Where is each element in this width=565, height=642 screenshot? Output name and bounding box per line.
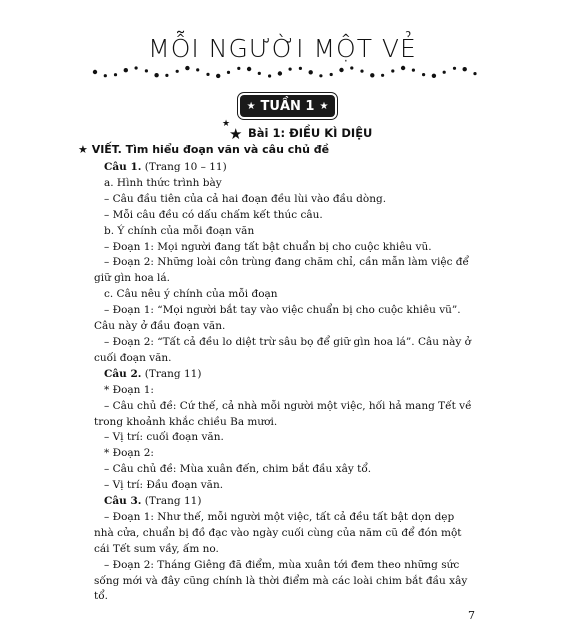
divider-dot (196, 68, 199, 71)
divider-dot (206, 73, 209, 76)
divider-dot (165, 74, 168, 77)
answer-line: a. Hình thức trình bày (104, 176, 222, 189)
question-heading (94, 160, 472, 176)
answer-line: * Đoạn 1: (104, 383, 154, 396)
answer-line: – Vị trí: Đầu đoạn văn. (104, 479, 224, 492)
answer-line: – Câu đầu tiên của cả hai đoạn đều lùi vào đầu dòng. (104, 192, 387, 205)
answer-line: – Đoạn 1: “Mọi người bắt tay vào việc chuẩn bị cho cuộc khiêu vũ”. Câu này ở đầu đoạn văn. (94, 304, 461, 333)
answer-line: * Đoạn 2: (104, 447, 154, 460)
divider-dot (319, 74, 322, 77)
answer-line: c. Câu nêu ý chính của mỗi đoạn (104, 288, 278, 301)
divider-dot (473, 72, 476, 75)
divider-dot (154, 73, 158, 77)
divider-dot (104, 74, 107, 77)
divider-dot (227, 71, 230, 74)
star-icon: ★ (246, 100, 256, 112)
answer-line: – Đoạn 1: Như thế, mỗi người một việc, tất cả đều tất bật dọn dẹp nhà cửa, chuẩn bị đồ đạc vào ngày cuối cùng của năm cũ để đón một cái Tết sum vầy, ấm no. (94, 510, 462, 555)
answer-line: – Đoạn 2: Những loài côn trùng đang chăm chỉ, cần mẫn làm việc để giữ gìn hoa lá. (94, 256, 469, 285)
divider-dot (432, 74, 436, 78)
section-heading: ★ VIẾT. Tìm hiểu đoạn văn và câu chủ đề (78, 143, 330, 156)
answer-line: – Vị trí: cuối đoạn văn. (104, 431, 224, 444)
divider-dot (381, 74, 384, 77)
page-title: MỖI NGƯỜI MỘT VẺ (148, 34, 417, 63)
divider-dot (124, 68, 128, 72)
divider-dot (258, 72, 261, 75)
divider-dot (350, 66, 353, 69)
question-page: (Trang 11) (141, 495, 202, 508)
divider-dot (453, 67, 456, 70)
divider-dot (93, 70, 97, 74)
answer-line: – Câu chủ đề: Cứ thế, cả nhà mỗi người một việc, hối hả mang Tết về trong khoảnh khắc chiều Ba mươi. (94, 399, 472, 428)
divider-dot (309, 70, 313, 74)
question-heading (94, 494, 472, 510)
answer-content (94, 160, 472, 605)
divider-dot (330, 73, 333, 76)
star-icon: ★ (319, 100, 329, 112)
question-page: (Trang 11) (141, 367, 202, 380)
divider-dot (299, 67, 302, 70)
week-label: TUẦN 1 (260, 98, 315, 114)
divider-dot (278, 71, 282, 75)
question-page: (Trang 10 – 11) (141, 161, 227, 173)
divider-dot (463, 67, 467, 71)
divider-dot (422, 73, 425, 76)
divider-dot (247, 67, 251, 71)
page-number: 7 (468, 609, 475, 622)
divider-dot (370, 73, 374, 77)
divider-dot (114, 73, 117, 76)
lesson-title: Bài 1: ĐIỀU KÌ DIỆU (248, 126, 373, 140)
divider-dot (176, 70, 179, 73)
answer-line: – Mỗi câu đều có dấu chấm kết thúc câu. (104, 208, 323, 221)
stars-icon: ★ ★ (222, 119, 243, 143)
question-label: Câu 3. (104, 495, 142, 508)
divider-dot (360, 70, 363, 73)
answer-line: – Đoạn 2: Tháng Giêng đã điểm, mùa xuân tới đem theo những sức sống mới và đây cũng chính là thời điểm mà các loài chim bắt đầu xây tổ. (94, 558, 468, 603)
divider-dot (412, 69, 415, 72)
question-label: Câu 1. (104, 161, 142, 173)
week-badge (240, 95, 335, 117)
question-heading (94, 367, 472, 383)
question-label: Câu 2. (104, 367, 142, 380)
divider-dot (145, 69, 148, 72)
divider-dot (268, 74, 271, 77)
dotted-divider (90, 62, 480, 82)
lesson-heading (222, 119, 373, 143)
answer-line: b. Ý chính của mỗi đoạn văn (104, 224, 255, 237)
answer-line: – Đoạn 1: Mọi người đang tất bật chuẩn bị cho cuộc khiêu vũ. (104, 240, 432, 253)
divider-dot (185, 66, 189, 70)
divider-dot (135, 66, 138, 69)
divider-dot (391, 69, 394, 72)
answer-line: – Câu chủ đề: Mùa xuân đến, chim bắt đầu xây tổ. (104, 463, 372, 476)
divider-dot (443, 71, 446, 74)
divider-dot (216, 74, 220, 78)
divider-dot (401, 66, 405, 70)
divider-dot (237, 67, 240, 70)
answer-line: – Đoạn 2: “Tất cả đều lo diệt trừ sâu bọ để giữ gìn hoa lá”. Câu này ở cuối đoạn văn. (94, 335, 471, 364)
divider-dot (289, 68, 292, 71)
divider-dot (339, 68, 343, 72)
